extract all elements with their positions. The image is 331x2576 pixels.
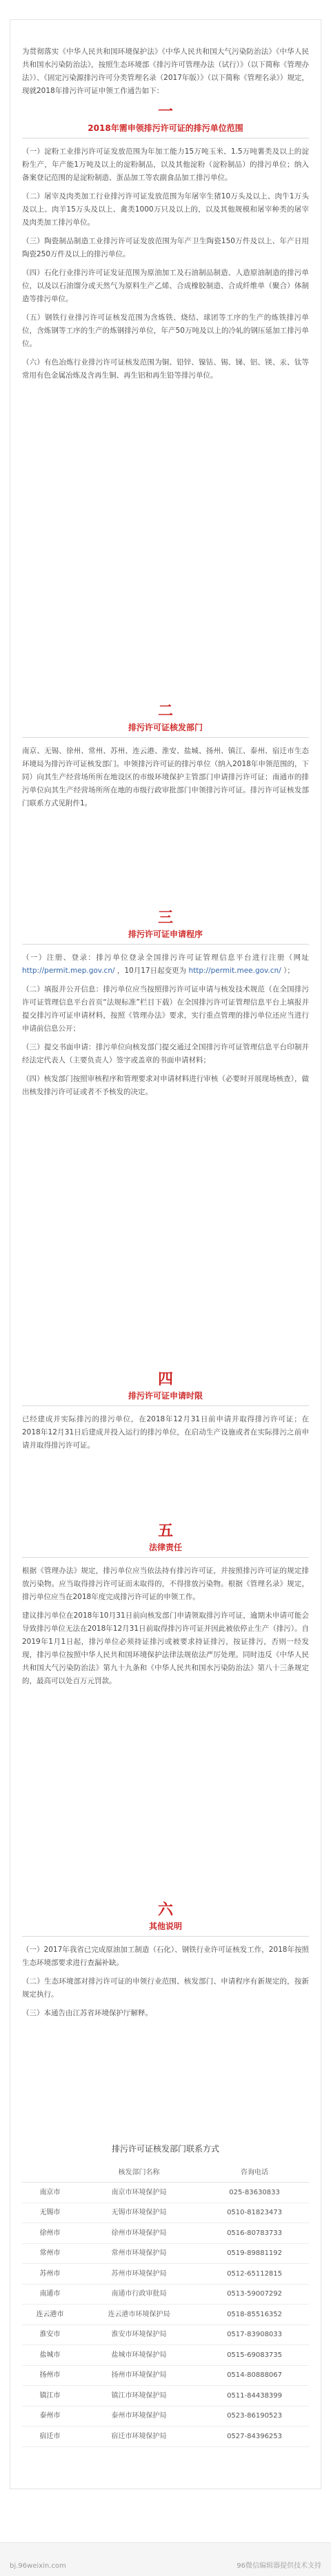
department-cell: 常州市环境保护局 (78, 2243, 200, 2264)
phone-cell: 0514-80888067 (200, 2365, 309, 2386)
city-cell: 南通市 (22, 2284, 78, 2305)
registration-text-end: ）； (283, 967, 294, 975)
column-header (22, 2163, 78, 2183)
divider (22, 944, 309, 945)
column-header: 核发部门名称 (78, 2163, 200, 2183)
section-title: 2018年需申领排污许可证的排污单位范围 (88, 123, 243, 133)
section-number: 四 (157, 1371, 173, 1388)
column-header: 咨询电话 (200, 2163, 309, 2183)
table-row (22, 2406, 309, 2426)
table-row (22, 2264, 309, 2285)
table-row (22, 2284, 309, 2305)
paragraph: （一）淀粉工业排污许可证发放范围为年加工能力15万吨玉米、1.5万吨薯类及以上的淀粉生产，年产能1万吨及以上的淀粉制品，以及其他淀粉（淀粉制品）的排污单位；纳入备案登记范围的是淀粉制造、蛋品加工等农副食品加工排污单位。 (22, 147, 309, 182)
site-link[interactable]: bj.96weixin.com (10, 2562, 66, 2570)
phone-cell: 0517-83908033 (200, 2325, 309, 2345)
department-cell: 镇江市环境保护局 (78, 2386, 200, 2407)
phone-cell: 0519-89881192 (200, 2243, 309, 2264)
city-cell: 镇江市 (22, 2386, 78, 2407)
footer-bar (0, 2542, 331, 2576)
phone-cell: 025-83630833 (200, 2183, 309, 2203)
paragraph (22, 951, 309, 978)
section-5-heading (22, 1523, 309, 1554)
department-cell: 无锡市环境保护局 (78, 2203, 200, 2223)
phone-cell: 0510-81823473 (200, 2203, 309, 2223)
table-row (22, 2386, 309, 2407)
divider (22, 737, 309, 738)
phone-cell: 0511-84438399 (200, 2386, 309, 2407)
section-1-heading (22, 103, 309, 135)
section-number: 三 (157, 909, 173, 927)
section-number: 一 (157, 103, 173, 121)
paragraph: （一）2017年我省已完成原油加工制造（石化）、钢铁行业许可证核发工作，2018年按照生态环境部要求进行查漏补缺。 (22, 1946, 309, 1967)
permit-platform-new-link[interactable]: http://permit.mee.gov.cn/ (188, 967, 281, 975)
city-cell: 苏州市 (22, 2264, 78, 2285)
phone-cell: 0515-69083735 (200, 2345, 309, 2366)
city-cell: 扬州市 (22, 2365, 78, 2386)
paragraph: 建议排污单位在2018年10月31日前向核发部门申请领取排污许可证，逾期未申请可能会导致排污单位无法在2018年12月31日前取得排污许可证并因此被依停止生产（排污）。自2019年1月1日起，排污单位必须持证排污或被要求持证排污，按证排污，否则一经发现，排污单位按照中华人民共和国环境保护法律法规依法严厉处理。同时违反《中华人民共和国大气污染防治法》第九十九条和《中华人民共和国水污染防治法》第八十三条规定的，最高可以处百万元罚款。 (22, 1611, 309, 1685)
section-4-heading (22, 1371, 309, 1403)
city-cell: 淮安市 (22, 2325, 78, 2345)
paragraph: （二）屠宰及肉类加工行业排污许可证发放范围为年屠宰生猪10万头及以上、肉牛1万头及以上、肉羊15万头及以上、禽类1000万只及以上的，以及其他规模和屠宰种类的屠宰及肉类加工排污单位。 (22, 192, 309, 227)
paragraph: 已经建成并实际排污的排污单位，在2018年12月31日前申请并取得排污许可证；在2018年12月31日后建成并投入运行的排污单位，在启动生产设施或者在实际排污之前申请并取得排污许可证。 (22, 1415, 309, 1450)
city-cell: 无锡市 (22, 2203, 78, 2223)
section-2-heading (22, 703, 309, 734)
city-cell: 南京市 (22, 2183, 78, 2203)
department-cell: 淮安市环境保护局 (78, 2325, 200, 2345)
section-number: 六 (157, 1902, 173, 1919)
permit-platform-link[interactable]: http://permit.mep.gov.cn/ (22, 967, 115, 975)
section-1 (10, 103, 321, 388)
table-row (22, 2325, 309, 2345)
section-3-heading (22, 909, 309, 941)
table-row (22, 2345, 309, 2366)
registration-text: （一）注册、登录：排污单位登录全国排污许可证管理信息平台进行注册（网址 (22, 954, 309, 962)
section-title: 排污许可证申请程序 (128, 929, 203, 939)
department-cell: 苏州市环境保护局 (78, 2264, 200, 2285)
section-title: 排污许可证核发部门 (128, 723, 203, 732)
city-cell: 连云港市 (22, 2305, 78, 2325)
table-row (22, 2243, 309, 2264)
table-row (22, 2223, 309, 2244)
section-title: 排污许可证申请时限 (128, 1391, 203, 1401)
phone-cell: 0516-80783733 (200, 2223, 309, 2244)
paragraph: （三）提交书面申请：排污单位向核发部门提交通过全国排污许可证管理信息平台印制并经法定代表人（主要负责人）签字或盖章的书面申请材料； (22, 1043, 309, 1064)
department-cell: 南通市行政审批局 (78, 2284, 200, 2305)
registration-text-mid: ，10月17日起变更为 (117, 967, 187, 975)
section-title: 其他说明 (148, 1921, 182, 1931)
section-title: 法律责任 (148, 1543, 182, 1552)
department-cell: 泰州市环境保护局 (78, 2406, 200, 2426)
document-panel (10, 19, 321, 2489)
section-6-heading (22, 1902, 309, 1933)
department-cell: 宿迁市环境保护局 (78, 2426, 200, 2447)
paragraph: （四）石化行业排污许可证发证范围为原油加工及石油制品制造、人造原油制造的排污单位，以及以石油馏分或天然气为原料生产乙烯、合成橡胶制造、合成纤维单（聚合）体制造等排污单位。 (22, 269, 309, 303)
paragraph: （四）核发部门按照审核程序和管理要求对申请材料进行审核（必要时开展现场核查），做出核发排污许可证或者不予核发的决定。 (22, 1075, 309, 1096)
table-header-row (22, 2163, 309, 2183)
section-6 (10, 1902, 321, 2026)
contact-section (10, 2143, 321, 2447)
divider (22, 1557, 309, 1558)
department-cell: 连云港市环境保护局 (78, 2305, 200, 2325)
paragraph: （六）有色冶炼行业排污许可证核发范围为铜、铅锌、镍钴、锡、锑、铝、镁、汞、钛等常用有色金属冶炼及含再生铜、再生铝和再生铅等排污单位。 (22, 358, 309, 380)
phone-cell: 0513-59007292 (200, 2284, 309, 2305)
city-cell: 宿迁市 (22, 2426, 78, 2447)
department-cell: 南京市环境保护局 (78, 2183, 200, 2203)
paragraph: （二）生态环境部对排污许可证的申领行业范围、核发部门、申请程序有新规定的，按新规定执行。 (22, 1977, 309, 1999)
intro-paragraph: 为贯彻落实《中华人民共和国环境保护法》《中华人民共和国大气污染防治法》《中华人民共和国水污染防治法》，按照生态环境部《排污许可管理办法（试行）》（以下简称《管理办法》）、《固定污染源排污许可分类管理名录（2017年版）》（以下简称《管理名录》）规定，现就2018年排污许可证申领工作通告如下： (22, 48, 309, 95)
department-cell: 盐城市环境保护局 (78, 2345, 200, 2366)
paragraph: （五）钢铁行业排污许可证核发范围为含炼铁、烧结、球团等工序的生产的炼铁排污单位，含炼钢等工序的生产的炼钢排污单位，年产50万吨及以上的冷轧的钢压延加工排污单位。 (22, 313, 309, 348)
city-cell: 盐城市 (22, 2345, 78, 2366)
paragraph: 根据《管理办法》规定，排污单位应当依法持有排污许可证，并按照排污许可证的规定排放污染物。应当取得排污许可证而未取得的，不得排放污染物。根据《管理名录》规定，排污单位应当在2018年度完成排污许可证的申领工作。 (22, 1567, 309, 1601)
city-cell: 泰州市 (22, 2406, 78, 2426)
city-cell: 常州市 (22, 2243, 78, 2264)
table-row (22, 2365, 309, 2386)
phone-cell: 0523-86190523 (200, 2406, 309, 2426)
editor-credit[interactable]: 96微信编辑器提供技术支持 (237, 2562, 321, 2570)
department-cell: 徐州市环境保护局 (78, 2223, 200, 2244)
intro-section (10, 41, 321, 103)
table-row (22, 2426, 309, 2447)
paragraph: （三）陶瓷制品制造工业排污许可证发放范围为年产卫生陶瓷150万件及以上、年产日用陶瓷250万件及以上的排污单位。 (22, 237, 309, 258)
contact-table (22, 2163, 309, 2447)
table-row (22, 2203, 309, 2223)
phone-cell: 0527-84396253 (200, 2426, 309, 2447)
section-number: 二 (157, 703, 173, 720)
paragraph: （二）填报并公开信息：排污单位应当按照排污许可证申请与核发技术规范（在全国排污许可证管理信息平台首页“法规标准”栏目下载）在全国排污许可证管理信息平台上填报并提交排污许可证申请材料，按照《管理办法》要求，实行重点管理的排污单位还应当进行申请前信息公开； (22, 985, 309, 1033)
table-row (22, 2305, 309, 2325)
section-4 (10, 1371, 321, 1458)
section-3 (10, 909, 321, 1104)
paragraph: （三）本通告由江苏省环境保护厅解释。 (22, 2009, 152, 2017)
section-5 (10, 1523, 321, 1693)
section-number: 五 (157, 1523, 173, 1540)
table-row (22, 2183, 309, 2203)
phone-cell: 0512-65112815 (200, 2264, 309, 2285)
paragraph: 南京、无锡、徐州、常州、苏州、连云港、淮安、盐城、扬州、镇江、泰州、宿迁市生态环境局为排污许可证核发部门。申领排污许可证的排污单位（纳入2018年申领范围的，下同）向其生产经营场所所在地设区的市级环境保护主管部门申请排污许可证；南通市的排污单位向其生产经营场所所在地的市级行政审批部门申领排污许可证。排污许可证核发部门联系方式见附件1。 (22, 747, 309, 807)
divider (22, 1936, 309, 1937)
phone-cell: 0518-85516352 (200, 2305, 309, 2325)
city-cell: 徐州市 (22, 2223, 78, 2244)
contact-table-title: 排污许可证核发部门联系方式 (111, 2144, 219, 2154)
section-2 (10, 703, 321, 816)
divider (22, 1405, 309, 1406)
department-cell: 扬州市环境保护局 (78, 2365, 200, 2386)
